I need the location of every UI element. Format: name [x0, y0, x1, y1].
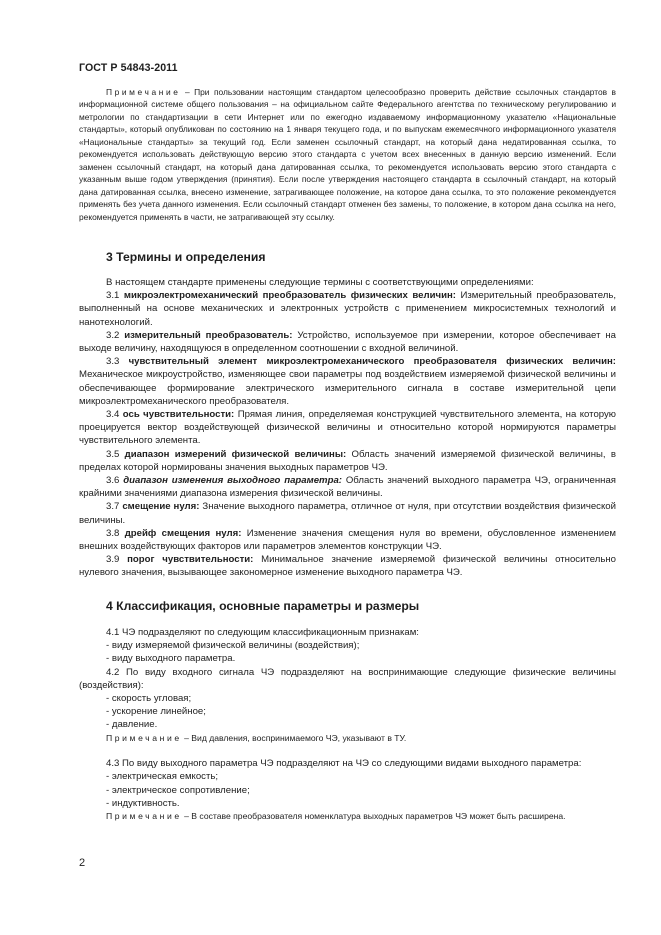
- term-definition: [79, 448, 616, 474]
- page-number: 2: [79, 857, 86, 869]
- term-text: Минимальное значение измеряемой физической величины относительно нулевого значения, вызывающее закономерное изменение выходного параметра ЧЭ.: [79, 554, 616, 579]
- list-item: - ускорение линейное;: [106, 706, 206, 718]
- term-definition: [79, 527, 616, 553]
- note-4-3: [79, 810, 616, 823]
- term-name: диапазон изменения выходного параметра:: [123, 475, 342, 487]
- term-name: чувствительный элемент микроэлектромеханического преобразователя физических величин:: [128, 356, 616, 368]
- term-number: 3.9: [106, 554, 120, 566]
- clause-4-1-list: [79, 639, 616, 665]
- note-label: Примечание: [106, 87, 181, 97]
- note-4-2: [79, 732, 616, 745]
- section-3-body: [79, 276, 616, 580]
- term-text: Изменение значения смещения нуля во времени, обусловленное изменением внешних воздействующих факторов или параметров элементов конструкции ЧЭ.: [79, 527, 617, 553]
- term-name: диапазон измерений физической величины:: [124, 448, 347, 460]
- term-name: смещение нуля:: [122, 501, 200, 513]
- document-code: ГОСТ Р 54843-2011: [79, 62, 178, 74]
- term-text: Область значений выходного параметра ЧЭ, ограниченная крайними значениями диапазона измерения физической величины.: [79, 475, 616, 500]
- term-definition: [79, 500, 616, 526]
- term-text: Механическое микроустройство, изменяющее свои параметры под воздействием измеряемой физической величины и обеспечивающее формирование электрического измерительного сигнала в составе измерительной цепи микроэлектромеханического преобразователя.: [79, 369, 616, 407]
- term-number: 3.2: [106, 329, 120, 341]
- reference-note-paragraph: [79, 86, 616, 223]
- note-label: Примечание: [106, 811, 182, 822]
- note-text: – В составе преобразователя номенклатура выходных параметров ЧЭ может быть расширена.: [181, 811, 566, 822]
- list-item: - электрическое сопротивление;: [106, 784, 250, 796]
- term-definition: [79, 355, 616, 408]
- term-number: 3.8: [106, 527, 120, 539]
- term-definition: [79, 329, 616, 355]
- clause-4-2-list: [79, 692, 616, 732]
- list-item: - электрическая емкость;: [106, 771, 219, 783]
- term-name: ось чувствительности:: [122, 409, 235, 421]
- term-definition: [79, 474, 616, 500]
- note-text: – Вид давления, воспринимаемого ЧЭ, указывают в ТУ.: [181, 732, 407, 743]
- term-text: Измерительный преобразователь, выполненный на основе механических и электронных устройств с применением микросистемных технологий и нанотехнологий.: [79, 290, 616, 328]
- note-text: – При пользовании настоящим стандартом целесообразно проверить действие ссылочных стандартов в информационной системе общего пользования – на официальном сайте Федерального агентства по техническому регулированию и метрологии по стандартизации в сети Интернет или по ежегодно издаваемому информационному указателю «Национальные стандарты», который опубликован по состоянию на 1 января текущего года, и по выпускам ежемесячного информационного указателя «Национальные стандарты» за текущий год. Если заменен ссылочный стандарт, на который дана недатированная ссылка, то рекомендуется использовать действующую версию этого стандарта с учетом всех внесенных в данную версию изменений. Если заменен ссылочный стандарт, на который дана датированная ссылка, то рекомендуется использовать версию этого стандарта с указанным выше годом утверждения (принятия). Если после утверждения настоящего стандарта в ссылочный стандарт, на который дана датированная ссылка, внесено изменение, затрагивающее положение, на которое дана ссылка, то это положение рекомендуется применять без учета данного изменения. Если ссылочный стандарт отменен без замены, то положение, в котором дана ссылка на него, рекомендуется применять в части, не затрагивающей эту ссылку.: [79, 87, 616, 222]
- clause-4-2: 4.2 По виду входного сигнала ЧЭ подразделяют на воспринимающие следующие физические величины (воздействия):: [79, 666, 616, 691]
- section-3-intro: В настоящем стандарте применены следующие термины с соответствующими определениями:: [106, 277, 534, 288]
- term-number: 3.3: [106, 356, 120, 368]
- term-number: 3.7: [106, 501, 120, 513]
- term-name: микроэлектромеханический преобразователь физических величин:: [123, 290, 456, 302]
- note-label: Примечание: [106, 732, 182, 743]
- list-item: - виду выходного параметра.: [106, 653, 236, 665]
- list-item: - давление.: [106, 719, 158, 731]
- term-name: дрейф смещения нуля:: [124, 527, 242, 539]
- term-definition: [79, 408, 616, 448]
- term-text: Прямая линия, определяемая конструкцией чувствительного элемента, на которую проецируется вектор воздействующей физической величины и относительно которой нормируются параметры чувствительного элемента.: [79, 409, 616, 447]
- term-text: Устройство, используемое при измерении, которое обеспечивает на выходе величину, находящуюся в определенном соотношении с входной величиной.: [79, 329, 616, 355]
- list-item: - скорость угловая;: [106, 693, 192, 705]
- term-text: Область значений измеряемой физической величины, в пределах которой нормированы значения выходных параметров ЧЭ.: [79, 448, 617, 473]
- term-text: Значение выходного параметра, отличное от нуля, при отсутствии воздействия физической величины.: [79, 501, 616, 526]
- term-number: 3.4: [106, 409, 120, 421]
- clause-4-3: 4.3 По виду выходного параметра ЧЭ подразделяют на ЧЭ со следующими видами выходного параметра:: [106, 758, 582, 770]
- term-definition: [79, 289, 616, 329]
- list-item: - индуктивность.: [106, 797, 180, 809]
- section-4-title: 4 Классификация, основные параметры и размеры: [106, 599, 420, 613]
- term-number: 3.5: [106, 448, 120, 460]
- clause-4-1: 4.1 ЧЭ подразделяют по следующим классификационным признакам:: [106, 627, 419, 638]
- term-number: 3.6: [106, 475, 120, 487]
- terms-list: [79, 289, 616, 579]
- clause-4-3-list: [79, 770, 616, 810]
- section-4-body: [79, 626, 616, 823]
- term-name: измерительный преобразователь:: [124, 329, 293, 341]
- list-item: - виду измеряемой физической величины (воздействия);: [106, 640, 360, 652]
- reference-note: [79, 86, 616, 223]
- term-name: порог чувствительности:: [127, 554, 254, 566]
- term-definition: [79, 553, 616, 579]
- term-number: 3.1: [106, 290, 120, 302]
- spacer: [79, 744, 616, 757]
- section-3-title: 3 Термины и определения: [106, 250, 266, 264]
